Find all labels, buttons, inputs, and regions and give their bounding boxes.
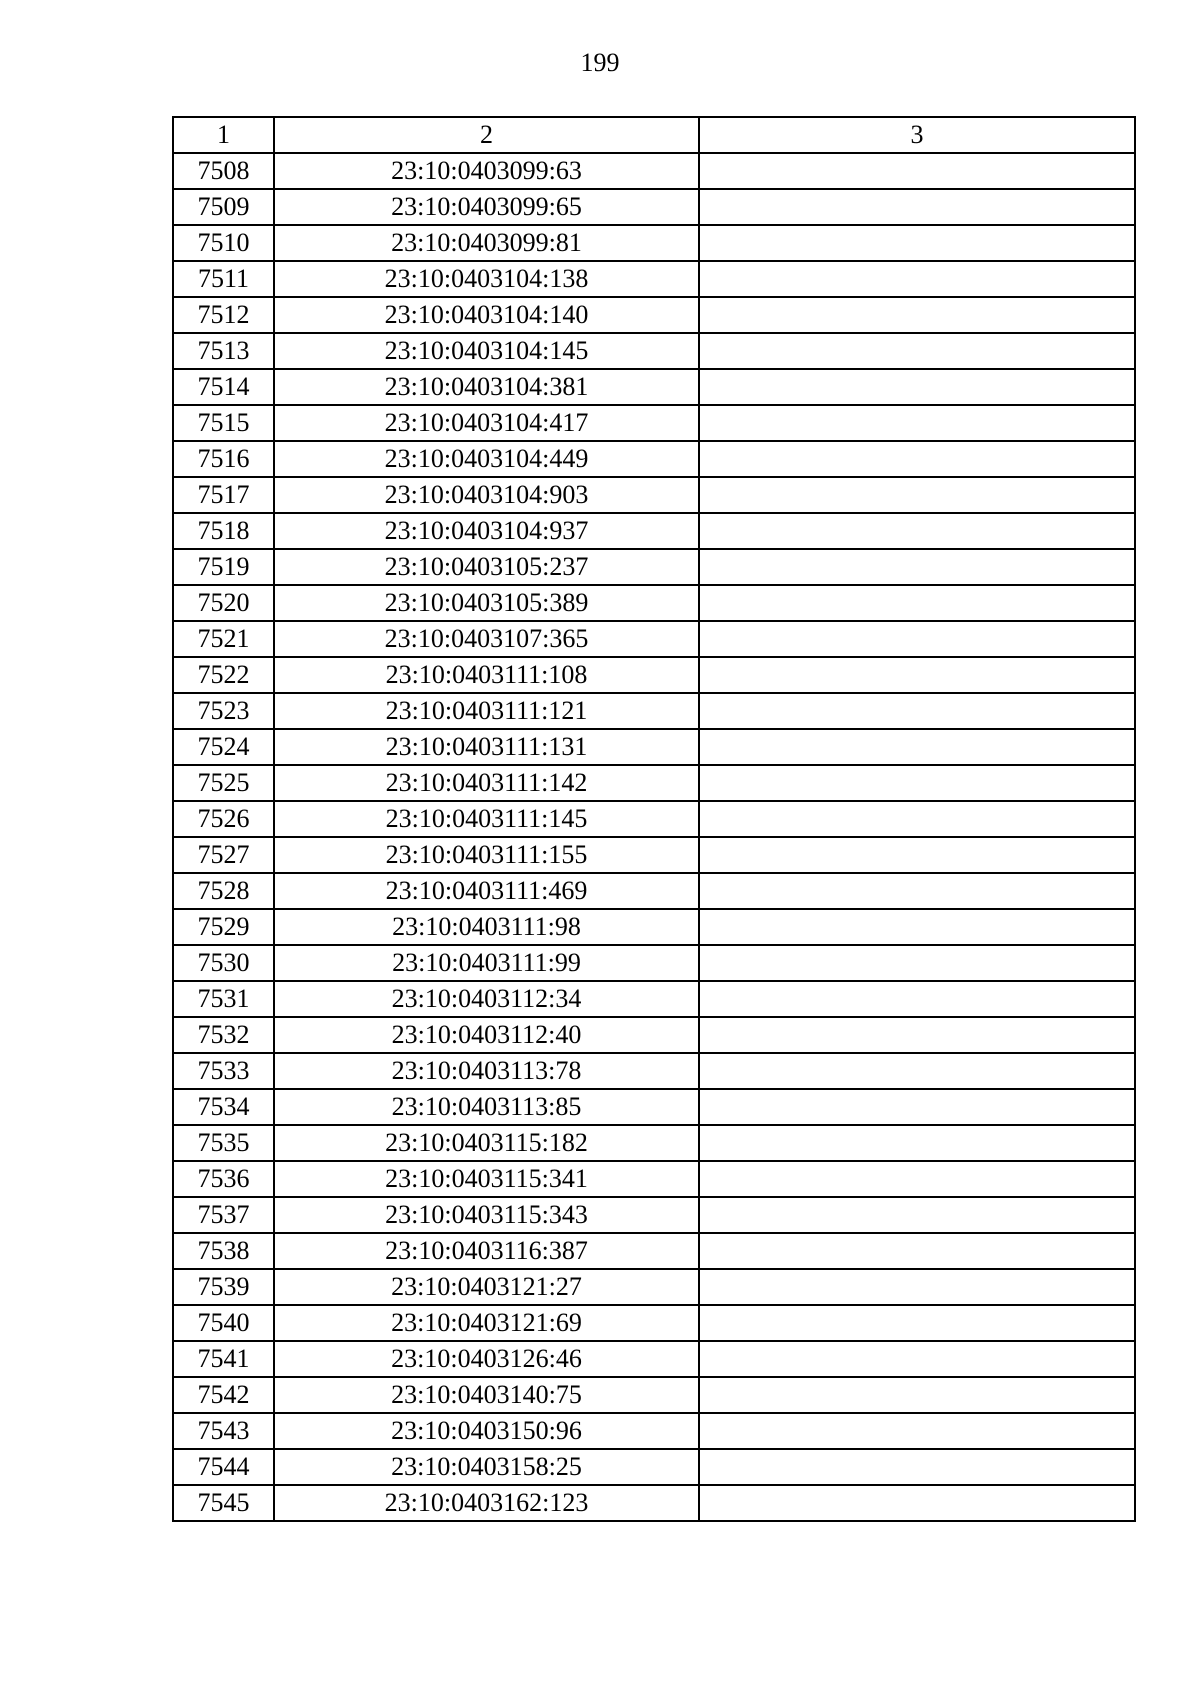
table-row bbox=[173, 837, 1135, 873]
row-number-cell: 7509 bbox=[173, 189, 274, 225]
row-number-cell: 7529 bbox=[173, 909, 274, 945]
cadastral-number-cell: 23:10:0403111:108 bbox=[274, 657, 699, 693]
table-row bbox=[173, 1305, 1135, 1341]
header-row bbox=[173, 117, 1135, 153]
table-row bbox=[173, 693, 1135, 729]
row-number-cell: 7524 bbox=[173, 729, 274, 765]
row-number-cell: 7542 bbox=[173, 1377, 274, 1413]
row-number-cell: 7521 bbox=[173, 621, 274, 657]
cadastral-number-cell: 23:10:0403115:343 bbox=[274, 1197, 699, 1233]
row-number-cell: 7525 bbox=[173, 765, 274, 801]
note-cell bbox=[699, 837, 1135, 873]
note-cell bbox=[699, 225, 1135, 261]
note-cell bbox=[699, 1413, 1135, 1449]
row-number-cell: 7514 bbox=[173, 369, 274, 405]
cadastral-number-cell: 23:10:0403126:46 bbox=[274, 1341, 699, 1377]
note-cell bbox=[699, 945, 1135, 981]
row-number-cell: 7530 bbox=[173, 945, 274, 981]
row-number-cell: 7533 bbox=[173, 1053, 274, 1089]
cadastral-number-cell: 23:10:0403104:381 bbox=[274, 369, 699, 405]
row-number-cell: 7528 bbox=[173, 873, 274, 909]
row-number-cell: 7538 bbox=[173, 1233, 274, 1269]
page-number: 199 bbox=[580, 48, 620, 77]
note-cell bbox=[699, 333, 1135, 369]
cadastral-table bbox=[172, 116, 1136, 1522]
cadastral-number-cell: 23:10:0403099:63 bbox=[274, 153, 699, 189]
row-number-cell: 7544 bbox=[173, 1449, 274, 1485]
cadastral-number-cell: 23:10:0403104:417 bbox=[274, 405, 699, 441]
cadastral-number-cell: 23:10:0403121:69 bbox=[274, 1305, 699, 1341]
table-row bbox=[173, 225, 1135, 261]
cadastral-number-cell: 23:10:0403104:138 bbox=[274, 261, 699, 297]
note-cell bbox=[699, 513, 1135, 549]
cadastral-number-cell: 23:10:0403115:341 bbox=[274, 1161, 699, 1197]
cadastral-number-cell: 23:10:0403104:449 bbox=[274, 441, 699, 477]
cadastral-number-cell: 23:10:0403099:65 bbox=[274, 189, 699, 225]
row-number-cell: 7535 bbox=[173, 1125, 274, 1161]
row-number-cell: 7520 bbox=[173, 585, 274, 621]
row-number-cell: 7543 bbox=[173, 1413, 274, 1449]
note-cell bbox=[699, 297, 1135, 333]
cadastral-number-cell: 23:10:0403104:937 bbox=[274, 513, 699, 549]
note-cell bbox=[699, 801, 1135, 837]
note-cell bbox=[699, 1449, 1135, 1485]
cadastral-number-cell: 23:10:0403121:27 bbox=[274, 1269, 699, 1305]
row-number-cell: 7537 bbox=[173, 1197, 274, 1233]
table-row bbox=[173, 513, 1135, 549]
row-number-cell: 7517 bbox=[173, 477, 274, 513]
table-row bbox=[173, 801, 1135, 837]
note-cell bbox=[699, 729, 1135, 765]
row-number-cell: 7545 bbox=[173, 1485, 274, 1521]
row-number-cell: 7527 bbox=[173, 837, 274, 873]
table-row bbox=[173, 189, 1135, 225]
note-cell bbox=[699, 1017, 1135, 1053]
table-row bbox=[173, 1053, 1135, 1089]
cadastral-number-cell: 23:10:0403115:182 bbox=[274, 1125, 699, 1161]
row-number-cell: 7534 bbox=[173, 1089, 274, 1125]
cadastral-number-cell: 23:10:0403113:78 bbox=[274, 1053, 699, 1089]
note-cell bbox=[699, 261, 1135, 297]
row-number-cell: 7518 bbox=[173, 513, 274, 549]
cadastral-number-cell: 23:10:0403104:145 bbox=[274, 333, 699, 369]
note-cell bbox=[699, 405, 1135, 441]
cadastral-number-cell: 23:10:0403111:131 bbox=[274, 729, 699, 765]
cadastral-number-cell: 23:10:0403104:903 bbox=[274, 477, 699, 513]
table-row bbox=[173, 873, 1135, 909]
cadastral-number-cell: 23:10:0403111:121 bbox=[274, 693, 699, 729]
note-cell bbox=[699, 981, 1135, 1017]
row-number-cell: 7519 bbox=[173, 549, 274, 585]
cadastral-number-cell: 23:10:0403105:389 bbox=[274, 585, 699, 621]
table-row bbox=[173, 621, 1135, 657]
cadastral-number-cell: 23:10:0403112:34 bbox=[274, 981, 699, 1017]
table-row bbox=[173, 1449, 1135, 1485]
note-cell bbox=[699, 1053, 1135, 1089]
note-cell bbox=[699, 1485, 1135, 1521]
table-row bbox=[173, 153, 1135, 189]
table-row bbox=[173, 945, 1135, 981]
note-cell bbox=[699, 1125, 1135, 1161]
note-cell bbox=[699, 1305, 1135, 1341]
note-cell bbox=[699, 873, 1135, 909]
table-row bbox=[173, 1341, 1135, 1377]
cadastral-number-cell: 23:10:0403111:145 bbox=[274, 801, 699, 837]
note-cell bbox=[699, 585, 1135, 621]
row-number-cell: 7540 bbox=[173, 1305, 274, 1341]
table-row bbox=[173, 729, 1135, 765]
note-cell bbox=[699, 441, 1135, 477]
table-row bbox=[173, 405, 1135, 441]
table-header bbox=[173, 117, 1135, 153]
row-number-cell: 7511 bbox=[173, 261, 274, 297]
row-number-cell: 7513 bbox=[173, 333, 274, 369]
note-cell bbox=[699, 1269, 1135, 1305]
note-cell bbox=[699, 1161, 1135, 1197]
table-row bbox=[173, 261, 1135, 297]
table-row bbox=[173, 765, 1135, 801]
row-number-cell: 7523 bbox=[173, 693, 274, 729]
note-cell bbox=[699, 657, 1135, 693]
cadastral-number-cell: 23:10:0403104:140 bbox=[274, 297, 699, 333]
table-row bbox=[173, 549, 1135, 585]
cadastral-number-cell: 23:10:0403111:469 bbox=[274, 873, 699, 909]
note-cell bbox=[699, 909, 1135, 945]
cadastral-number-cell: 23:10:0403111:98 bbox=[274, 909, 699, 945]
row-number-cell: 7516 bbox=[173, 441, 274, 477]
note-cell bbox=[699, 1377, 1135, 1413]
note-cell bbox=[699, 621, 1135, 657]
table-row bbox=[173, 477, 1135, 513]
note-cell bbox=[699, 477, 1135, 513]
cadastral-number-cell: 23:10:0403140:75 bbox=[274, 1377, 699, 1413]
table-row bbox=[173, 1377, 1135, 1413]
table-row bbox=[173, 657, 1135, 693]
cadastral-number-cell: 23:10:0403105:237 bbox=[274, 549, 699, 585]
table-row bbox=[173, 1125, 1135, 1161]
cadastral-number-cell: 23:10:0403099:81 bbox=[274, 225, 699, 261]
cadastral-number-cell: 23:10:0403116:387 bbox=[274, 1233, 699, 1269]
cadastral-number-cell: 23:10:0403113:85 bbox=[274, 1089, 699, 1125]
note-cell bbox=[699, 1233, 1135, 1269]
header-cell-2: 2 bbox=[274, 117, 699, 153]
table-row bbox=[173, 1089, 1135, 1125]
header-cell-1: 1 bbox=[173, 117, 274, 153]
note-cell bbox=[699, 549, 1135, 585]
row-number-cell: 7531 bbox=[173, 981, 274, 1017]
note-cell bbox=[699, 153, 1135, 189]
table-row bbox=[173, 1197, 1135, 1233]
note-cell bbox=[699, 1197, 1135, 1233]
row-number-cell: 7522 bbox=[173, 657, 274, 693]
row-number-cell: 7539 bbox=[173, 1269, 274, 1305]
row-number-cell: 7512 bbox=[173, 297, 274, 333]
row-number-cell: 7536 bbox=[173, 1161, 274, 1197]
row-number-cell: 7515 bbox=[173, 405, 274, 441]
header-cell-3: 3 bbox=[699, 117, 1135, 153]
row-number-cell: 7526 bbox=[173, 801, 274, 837]
note-cell bbox=[699, 765, 1135, 801]
cadastral-number-cell: 23:10:0403111:99 bbox=[274, 945, 699, 981]
table-row bbox=[173, 981, 1135, 1017]
cadastral-number-cell: 23:10:0403162:123 bbox=[274, 1485, 699, 1521]
note-cell bbox=[699, 693, 1135, 729]
table-row bbox=[173, 297, 1135, 333]
cadastral-number-cell: 23:10:0403112:40 bbox=[274, 1017, 699, 1053]
table-row bbox=[173, 1269, 1135, 1305]
note-cell bbox=[699, 1341, 1135, 1377]
row-number-cell: 7541 bbox=[173, 1341, 274, 1377]
note-cell bbox=[699, 369, 1135, 405]
cadastral-number-cell: 23:10:0403107:365 bbox=[274, 621, 699, 657]
table-row bbox=[173, 333, 1135, 369]
row-number-cell: 7510 bbox=[173, 225, 274, 261]
note-cell bbox=[699, 189, 1135, 225]
cadastral-number-cell: 23:10:0403111:142 bbox=[274, 765, 699, 801]
cadastral-number-cell: 23:10:0403158:25 bbox=[274, 1449, 699, 1485]
table-row bbox=[173, 585, 1135, 621]
note-cell bbox=[699, 1089, 1135, 1125]
table-row bbox=[173, 441, 1135, 477]
cadastral-number-cell: 23:10:0403150:96 bbox=[274, 1413, 699, 1449]
table-row bbox=[173, 1017, 1135, 1053]
row-number-cell: 7508 bbox=[173, 153, 274, 189]
table-row bbox=[173, 1233, 1135, 1269]
table-row bbox=[173, 909, 1135, 945]
row-number-cell: 7532 bbox=[173, 1017, 274, 1053]
table-row bbox=[173, 1161, 1135, 1197]
table-row bbox=[173, 369, 1135, 405]
table-body bbox=[173, 153, 1135, 1521]
table-row bbox=[173, 1485, 1135, 1521]
table-row bbox=[173, 1413, 1135, 1449]
cadastral-number-cell: 23:10:0403111:155 bbox=[274, 837, 699, 873]
